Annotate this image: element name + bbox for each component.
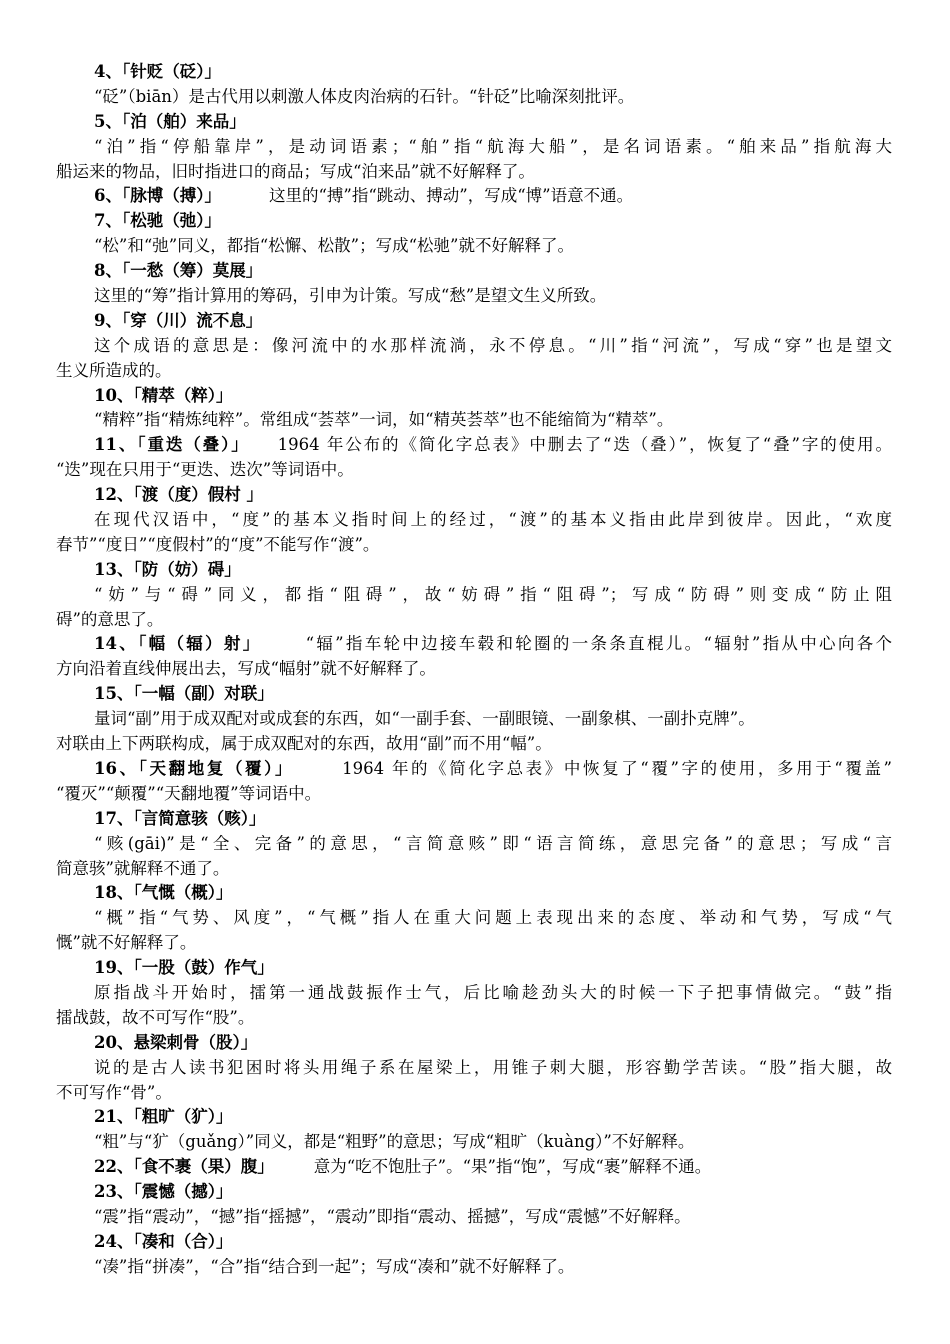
entry-text-line: 说的是古人读书犯困时将头用绳子系在屋梁上，用锥子刺大腿，形容勤学苦读。“股”指大腿，故 (94, 1057, 892, 1077)
entry-text-line: 原指战斗开始时，擂第一通战鼓振作士气，后比喻趁劲头大的时候一下子把事情做完。“鼓”指 (94, 982, 892, 1002)
entry-text-line: “妨”与“碍”同义，都指“阻碍”，故“妨碍”指“阻碍”；写成“防碍”则变成“防止阻 (94, 584, 892, 604)
entry-text-line: 碍”的意思了。 (56, 609, 164, 629)
entry-heading: 7、「松驰（弛）」 (94, 211, 221, 231)
entry-text-line: “砭”（biān）是古代用以刺激人体皮肉治病的石针。“针砭”比喻深刻批评。 (94, 86, 635, 106)
entry-text-line: 这里的“筹”指计算用的筹码，引申为计策。写成“愁”是望文生义所致。 (94, 286, 607, 306)
entry-heading-line (56, 384, 892, 409)
entry-heading: 23、「震憾（撼）」 (94, 1182, 233, 1202)
entry-heading-line (56, 1155, 892, 1180)
entry-text-line: “迭”现在只用于“更迭、迭次”等词语中。 (56, 460, 354, 480)
entry-text-line: “震”指“震动”，“撼”指“摇撼”，“震动”即指“震动、摇撼”，写成“震憾”不好解释。 (94, 1206, 691, 1226)
document-body (56, 60, 892, 1280)
entry-heading: 18、「气慨（概）」 (94, 883, 233, 903)
entry-text-line: 简意骇”就解释不通了。 (56, 858, 230, 878)
entry-inline-text: 1964 年的《简化字总表》中恢复了“覆”字的使用，多用于“覆盖” (342, 758, 892, 778)
entry-heading: 16、「天翻地复（覆）」 (94, 758, 295, 778)
entry-heading-line (56, 1105, 892, 1130)
entry-heading: 14、「幅（辐）射」 (94, 634, 262, 654)
entry-heading: 19、「一股（鼓）作气」 (94, 958, 274, 978)
entry-heading: 24、「凑和（合）」 (94, 1231, 233, 1251)
entry-text-line: 慨”就不好解释了。 (56, 933, 197, 953)
entry-heading-line (56, 757, 892, 782)
entry-heading-line (56, 558, 892, 583)
entry-heading: 6、「脉博（搏）」 (94, 186, 221, 206)
entry-heading-line (56, 184, 892, 209)
entry-text-line: 不可写作“骨”。 (56, 1082, 172, 1102)
entry-heading-line (56, 881, 892, 906)
entry-text-line: 这个成语的意思是：像河流中的水那样流淌，永不停息。“川”指“河流”，写成“穿”也是望文 (94, 335, 892, 355)
entry-heading-line (56, 60, 892, 85)
entry-inline-text: 1964 年公布的《简化字总表》中删去了“迭（叠）”，恢复了“叠”字的使用。 (277, 435, 892, 455)
entry-heading: 4、「针贬（砭）」 (94, 62, 221, 81)
entry-inline-text: 意为“吃不饱肚子”。“果”指“饱”，写成“裹”解释不通。 (313, 1157, 712, 1177)
entry-heading-line (56, 483, 892, 508)
entry-heading: 9、「穿（川）流不息」 (94, 310, 263, 330)
entry-text-line: “松”和“弛”同义，都指“松懈、松散”；写成“松驰”就不好解释了。 (94, 236, 574, 256)
entry-text-line: “覆灭”“颠覆”“天翻地覆”等词语中。 (56, 783, 322, 803)
entry-heading-line (56, 1230, 892, 1255)
entry-text-line: 春节”“度日”“度假村”的“度”不能写作“渡”。 (56, 534, 380, 554)
entry-text-line: “凑”指“拼凑”，“合”指“结合到一起”；写成“凑和”就不好解释了。 (94, 1256, 575, 1276)
entry-heading-line (56, 110, 892, 135)
entry-heading-line (56, 433, 892, 458)
entry-heading-line (56, 632, 892, 657)
entry-text-line: “泊”指“停船靠岸”，是动词语素；“舶”指“航海大船”，是名词语素。“舶来品”指航海大 (94, 136, 892, 156)
entry-heading: 15、「一幅（副）对联」 (94, 684, 274, 704)
entry-inline-text: 这里的“搏”指“跳动、搏动”，写成“博”语意不通。 (268, 186, 634, 206)
entry-heading: 21、「粗旷（犷）」 (94, 1107, 233, 1127)
entry-heading: 20、悬梁刺骨（股）」 (94, 1032, 258, 1052)
entry-text-line: 生义所造成的。 (56, 360, 172, 380)
entry-heading-line (56, 1180, 892, 1205)
entry-text-line: 对联由上下两联构成，属于成双配对的东西，故用“副”而不用“幅”。 (56, 734, 552, 754)
entry-text-line: “粗”与“犷（guǎng）”同义，都是“粗野”的意思；写成“粗旷（kuàng）”不好解释。 (94, 1132, 695, 1152)
entry-heading-line (56, 1031, 892, 1056)
entry-heading-line (56, 956, 892, 981)
entry-heading: 10、「精萃（粹）」 (94, 385, 233, 405)
entry-heading-line (56, 259, 892, 284)
entry-heading-line (56, 807, 892, 832)
entry-heading-line (56, 309, 892, 334)
entry-text-line: “赅(gāi)”是“全、完备”的意思，“言简意赅”即“语言简练，意思完备”的意思；写成“言 (94, 833, 892, 853)
entry-heading: 5、「泊（舶）来品」 (94, 111, 246, 131)
entry-text-line: 量词“副”用于成双配对或成套的东西，如“一副手套、一副眼镜、一副象棋、一副扑克牌”。 (94, 709, 755, 729)
entry-text-line: 在现代汉语中，“度”的基本义指时间上的经过，“渡”的基本义指由此岸到彼岸。因此，“欢度 (94, 510, 892, 530)
entry-text-line: 船运来的物品，旧时指进口的商品；写成“泊来品”就不好解释了。 (56, 161, 535, 181)
entry-inline-text: “辐”指车轮中边接车毂和轮圈的一条条直棍儿。“辐射”指从中心向各个 (305, 634, 892, 654)
entry-heading: 22、「食不裹（果）腹」 (94, 1157, 274, 1177)
entry-text-line: 方向沿着直线伸展出去，写成“幅射”就不好解释了。 (56, 659, 436, 679)
entry-text-line: “概”指“气势、风度”，“气概”指人在重大问题上表现出来的态度、举动和气势，写成“气 (94, 908, 892, 928)
entry-heading: 12、「渡（度）假村 」 (94, 485, 263, 505)
entry-heading: 11、「重迭（叠）」 (94, 435, 250, 455)
entry-heading-line (56, 682, 892, 707)
entry-heading-line (56, 209, 892, 234)
entry-heading: 13、「防（妨）碍」 (94, 559, 241, 579)
entry-heading: 17、「言简意骇（赅）」 (94, 808, 266, 828)
entry-heading: 8、「一愁（筹）莫展」 (94, 261, 263, 281)
entry-text-line: “精粹”指“精炼纯粹”。常组成“荟萃”一词，如“精英荟萃”也不能缩简为“精萃”。 (94, 410, 674, 430)
entry-text-line: 擂战鼓，故不可写作“股”。 (56, 1007, 255, 1027)
